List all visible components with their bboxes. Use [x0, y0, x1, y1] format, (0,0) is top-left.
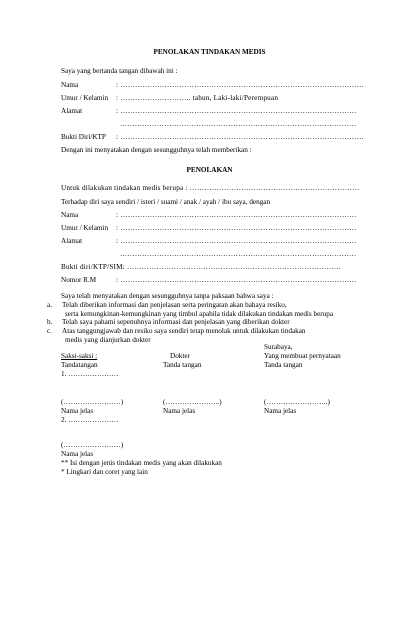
field-value: : ……………………………………………………………………………………… [116, 81, 364, 89]
paren-mid: (…………………..) [163, 398, 222, 406]
document-title: PENOLAKAN TINDAKAN MEDIS [153, 48, 266, 56]
item-c-marker: c. [47, 327, 52, 335]
nama-jelas-mid: Nama jelas [163, 407, 196, 415]
paren-right: (……………………..) [264, 398, 330, 406]
dokter-label: Dokter [170, 352, 190, 360]
item-c-line1: Atas tanggungjawab dan resiko saya sendiri tetap menolak untuk dilakukan tindakan [62, 327, 306, 335]
field-label: Nomor R.M [61, 276, 97, 284]
nama-jelas-right: Nama jelas [264, 407, 297, 415]
field-value-cont: …………………………………………………………………………………… [120, 250, 357, 258]
saksi-label: Saksi-saksi : [61, 352, 98, 360]
field-value: : …………………………………………………………………………………… [116, 237, 357, 245]
field-label: Alamat [61, 107, 83, 115]
declaration-intro: Saya telah menyatakan dengan sesungguhnya tanpa paksaan bahwa saya : [61, 292, 274, 300]
field-label: Umur / Kelamin [61, 94, 109, 102]
paren-bottom: (……………………) [61, 441, 124, 449]
field-value: : ……………………….. tahun, Laki-laki/Perempuan [116, 94, 279, 102]
field-value: : …………………………………………………………………………………… [116, 276, 357, 284]
item-a-marker: a. [47, 301, 52, 309]
pembuat-label: Yang membuat pernyataan [264, 352, 341, 360]
saksi-1: 1. ………………… [61, 370, 119, 378]
item-a-line1: Telah diberikan informasi dan penjelasan serta peringatan akan bahaya resiko, [62, 301, 287, 309]
dokter-ttd: Tanda tangan [163, 361, 202, 369]
saksi-2: 2. ………………… [61, 416, 119, 424]
note-1: ** Isi dengan jenis tindakan medis yang akan dilakukan [61, 459, 222, 467]
terhadap-line: Terhadap diri saya sendiri / isteri / suami / anak / ayah / ibu saya, dengan [61, 198, 271, 206]
note-2: * Lingkari dan coret yang lain [61, 468, 148, 476]
field-value: : …………………………………………………………………………………… [116, 107, 357, 115]
untuk-line: Untuk dilakukan tindakan medis berupa : …………………………………………………………… [61, 184, 360, 192]
signature-place: Surabaya, [264, 343, 293, 351]
item-a-line2: serta kemungkinan-kemungkinan yang timbul apabila tidak dilakukan tindakan medis berupa [65, 310, 334, 318]
field-label: Umur / Kelamin [61, 224, 109, 232]
field-label: Nama [61, 211, 79, 219]
item-c-line2: medis yang dianjurkan dokter [65, 336, 151, 344]
field-value: : ……………………………………………………………………………………… [116, 133, 364, 141]
field-bukti-2: Bukti diri/KTP/SIM: …………………………………………………………………………… [61, 263, 342, 271]
statement-text: Dengan ini menyatakan dengan sesungguhnya telah memberikan : [61, 146, 252, 154]
intro-text: Saya yang bertanda tangan dibawah ini : [61, 67, 178, 75]
field-value: : …………………………………………………………………………………… [116, 224, 357, 232]
field-label: Bukti Diri/KTP [61, 133, 106, 141]
nama-jelas-bottom: Nama jelas [61, 450, 94, 458]
item-b-line1: Telah saya pahami sepenuhnya informasi dan penjelasan yang diberikan dokter [62, 318, 290, 326]
field-label: Alamat [61, 237, 83, 245]
paren-left: (……………………) [61, 398, 124, 406]
field-value-cont: …………………………………………………………………………………… [120, 120, 357, 128]
field-value: : …………………………………………………………………………………… [116, 211, 357, 219]
item-b-marker: b. [47, 318, 53, 326]
field-label: Nama [61, 81, 79, 89]
section-title: PENOLAKAN [186, 166, 233, 174]
saksi-ttd: Tandatangan [61, 361, 98, 369]
pembuat-ttd: Tanda tangan [264, 361, 303, 369]
nama-jelas-left: Nama jelas [61, 407, 94, 415]
